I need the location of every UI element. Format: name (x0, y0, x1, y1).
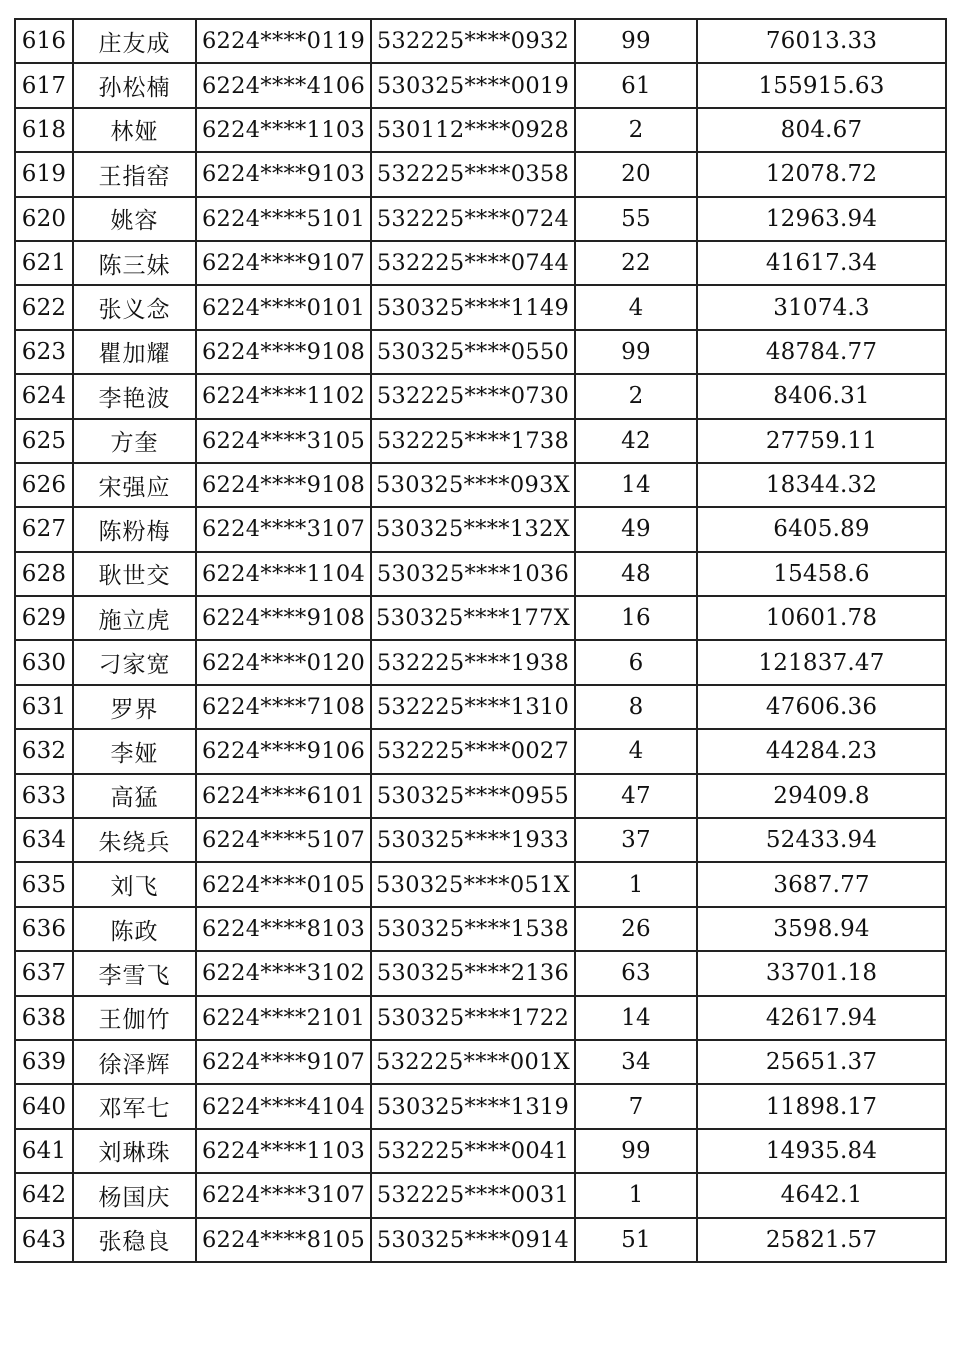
bank-card-cell: 6224****9107 (196, 241, 371, 285)
bank-card-cell: 6224****0105 (196, 862, 371, 906)
name-cell: 罗界 (73, 685, 196, 729)
row-number-cell: 643 (15, 1218, 73, 1262)
count-cell: 42 (575, 419, 697, 463)
table-row (15, 108, 946, 152)
bank-card-cell: 6224****3102 (196, 951, 371, 995)
id-number-cell: 530325****0550 (371, 330, 575, 374)
bank-card-cell: 6224****4106 (196, 63, 371, 107)
name-cell: 杨国庆 (73, 1173, 196, 1217)
row-number-cell: 631 (15, 685, 73, 729)
id-number-cell: 532225****0041 (371, 1129, 575, 1173)
table-row (15, 818, 946, 862)
name-cell: 瞿加耀 (73, 330, 196, 374)
table-row (15, 774, 946, 818)
count-cell: 99 (575, 1129, 697, 1173)
table-row (15, 729, 946, 773)
amount-cell: 33701.18 (697, 951, 946, 995)
id-number-cell: 530325****0955 (371, 774, 575, 818)
name-cell: 姚容 (73, 197, 196, 241)
count-cell: 2 (575, 374, 697, 418)
id-number-cell: 530325****1538 (371, 907, 575, 951)
amount-cell: 44284.23 (697, 729, 946, 773)
count-cell: 2 (575, 108, 697, 152)
id-number-cell: 530325****1722 (371, 996, 575, 1040)
name-cell: 李娅 (73, 729, 196, 773)
bank-card-cell: 6224****0120 (196, 640, 371, 684)
bank-card-cell: 6224****3105 (196, 419, 371, 463)
amount-cell: 804.67 (697, 108, 946, 152)
id-number-cell: 532225****0932 (371, 19, 575, 63)
amount-cell: 31074.3 (697, 285, 946, 329)
table-row (15, 1040, 946, 1084)
name-cell: 刘琳珠 (73, 1129, 196, 1173)
count-cell: 1 (575, 1173, 697, 1217)
count-cell: 14 (575, 463, 697, 507)
row-number-cell: 628 (15, 552, 73, 596)
name-cell: 邓军七 (73, 1084, 196, 1128)
amount-cell: 3687.77 (697, 862, 946, 906)
amount-cell: 41617.34 (697, 241, 946, 285)
row-number-cell: 620 (15, 197, 73, 241)
count-cell: 61 (575, 63, 697, 107)
row-number-cell: 634 (15, 818, 73, 862)
count-cell: 99 (575, 330, 697, 374)
name-cell: 朱绕兵 (73, 818, 196, 862)
bank-card-cell: 6224****1104 (196, 552, 371, 596)
count-cell: 6 (575, 640, 697, 684)
bank-card-cell: 6224****4104 (196, 1084, 371, 1128)
count-cell: 8 (575, 685, 697, 729)
name-cell: 徐泽辉 (73, 1040, 196, 1084)
amount-cell: 18344.32 (697, 463, 946, 507)
row-number-cell: 622 (15, 285, 73, 329)
table-row (15, 996, 946, 1040)
table-row (15, 330, 946, 374)
count-cell: 47 (575, 774, 697, 818)
row-number-cell: 638 (15, 996, 73, 1040)
count-cell: 4 (575, 285, 697, 329)
name-cell: 刘飞 (73, 862, 196, 906)
count-cell: 7 (575, 1084, 697, 1128)
row-number-cell: 624 (15, 374, 73, 418)
table-row (15, 1218, 946, 1262)
row-number-cell: 619 (15, 152, 73, 196)
name-cell: 李雪飞 (73, 951, 196, 995)
records-table-body (15, 19, 946, 1262)
id-number-cell: 532225****1738 (371, 419, 575, 463)
row-number-cell: 616 (15, 19, 73, 63)
count-cell: 34 (575, 1040, 697, 1084)
table-row (15, 19, 946, 63)
row-number-cell: 641 (15, 1129, 73, 1173)
bank-card-cell: 6224****8103 (196, 907, 371, 951)
row-number-cell: 639 (15, 1040, 73, 1084)
amount-cell: 155915.63 (697, 63, 946, 107)
amount-cell: 15458.6 (697, 552, 946, 596)
table-row (15, 374, 946, 418)
table-row (15, 152, 946, 196)
bank-card-cell: 6224****5101 (196, 197, 371, 241)
id-number-cell: 532225****1310 (371, 685, 575, 729)
bank-card-cell: 6224****1103 (196, 1129, 371, 1173)
table-row (15, 862, 946, 906)
amount-cell: 6405.89 (697, 507, 946, 551)
table-row (15, 1084, 946, 1128)
row-number-cell: 633 (15, 774, 73, 818)
amount-cell: 52433.94 (697, 818, 946, 862)
id-number-cell: 530325****1319 (371, 1084, 575, 1128)
row-number-cell: 640 (15, 1084, 73, 1128)
name-cell: 耿世交 (73, 552, 196, 596)
row-number-cell: 636 (15, 907, 73, 951)
table-row (15, 419, 946, 463)
table-row (15, 241, 946, 285)
amount-cell: 12963.94 (697, 197, 946, 241)
bank-card-cell: 6224****0101 (196, 285, 371, 329)
id-number-cell: 530325****0019 (371, 63, 575, 107)
table-row (15, 507, 946, 551)
row-number-cell: 626 (15, 463, 73, 507)
name-cell: 林娅 (73, 108, 196, 152)
row-number-cell: 617 (15, 63, 73, 107)
name-cell: 方奎 (73, 419, 196, 463)
name-cell: 王指窑 (73, 152, 196, 196)
bank-card-cell: 6224****2101 (196, 996, 371, 1040)
id-number-cell: 532225****001X (371, 1040, 575, 1084)
row-number-cell: 630 (15, 640, 73, 684)
id-number-cell: 532225****0724 (371, 197, 575, 241)
bank-card-cell: 6224****3107 (196, 1173, 371, 1217)
count-cell: 99 (575, 19, 697, 63)
amount-cell: 27759.11 (697, 419, 946, 463)
amount-cell: 14935.84 (697, 1129, 946, 1173)
name-cell: 张稳良 (73, 1218, 196, 1262)
table-row (15, 197, 946, 241)
amount-cell: 4642.1 (697, 1173, 946, 1217)
bank-card-cell: 6224****3107 (196, 507, 371, 551)
amount-cell: 47606.36 (697, 685, 946, 729)
amount-cell: 29409.8 (697, 774, 946, 818)
name-cell: 宋强应 (73, 463, 196, 507)
name-cell: 王伽竹 (73, 996, 196, 1040)
row-number-cell: 642 (15, 1173, 73, 1217)
amount-cell: 121837.47 (697, 640, 946, 684)
amount-cell: 48784.77 (697, 330, 946, 374)
name-cell: 陈政 (73, 907, 196, 951)
table-row (15, 640, 946, 684)
count-cell: 51 (575, 1218, 697, 1262)
name-cell: 陈粉梅 (73, 507, 196, 551)
id-number-cell: 530325****1149 (371, 285, 575, 329)
count-cell: 49 (575, 507, 697, 551)
id-number-cell: 530325****132X (371, 507, 575, 551)
amount-cell: 42617.94 (697, 996, 946, 1040)
count-cell: 4 (575, 729, 697, 773)
table-row (15, 1173, 946, 1217)
name-cell: 庄友成 (73, 19, 196, 63)
bank-card-cell: 6224****9106 (196, 729, 371, 773)
row-number-cell: 635 (15, 862, 73, 906)
row-number-cell: 625 (15, 419, 73, 463)
bank-card-cell: 6224****7108 (196, 685, 371, 729)
id-number-cell: 532225****0744 (371, 241, 575, 285)
amount-cell: 10601.78 (697, 596, 946, 640)
id-number-cell: 532225****1938 (371, 640, 575, 684)
name-cell: 陈三妹 (73, 241, 196, 285)
table-row (15, 463, 946, 507)
bank-card-cell: 6224****9107 (196, 1040, 371, 1084)
amount-cell: 8406.31 (697, 374, 946, 418)
amount-cell: 25821.57 (697, 1218, 946, 1262)
count-cell: 22 (575, 241, 697, 285)
row-number-cell: 632 (15, 729, 73, 773)
id-number-cell: 530112****0928 (371, 108, 575, 152)
id-number-cell: 532225****0027 (371, 729, 575, 773)
bank-card-cell: 6224****9108 (196, 463, 371, 507)
table-row (15, 685, 946, 729)
records-table (14, 18, 947, 1263)
bank-card-cell: 6224****1103 (196, 108, 371, 152)
bank-card-cell: 6224****1102 (196, 374, 371, 418)
bank-card-cell: 6224****9103 (196, 152, 371, 196)
count-cell: 26 (575, 907, 697, 951)
amount-cell: 3598.94 (697, 907, 946, 951)
bank-card-cell: 6224****6101 (196, 774, 371, 818)
row-number-cell: 623 (15, 330, 73, 374)
count-cell: 20 (575, 152, 697, 196)
id-number-cell: 532225****0730 (371, 374, 575, 418)
amount-cell: 25651.37 (697, 1040, 946, 1084)
table-row (15, 907, 946, 951)
name-cell: 刁家宽 (73, 640, 196, 684)
name-cell: 孙松楠 (73, 63, 196, 107)
id-number-cell: 530325****1933 (371, 818, 575, 862)
id-number-cell: 530325****093X (371, 463, 575, 507)
row-number-cell: 621 (15, 241, 73, 285)
bank-card-cell: 6224****0119 (196, 19, 371, 63)
row-number-cell: 618 (15, 108, 73, 152)
table-row (15, 552, 946, 596)
count-cell: 55 (575, 197, 697, 241)
name-cell: 张义念 (73, 285, 196, 329)
table-row (15, 596, 946, 640)
bank-card-cell: 6224****5107 (196, 818, 371, 862)
id-number-cell: 532225****0031 (371, 1173, 575, 1217)
bank-card-cell: 6224****8105 (196, 1218, 371, 1262)
name-cell: 李艳波 (73, 374, 196, 418)
bank-card-cell: 6224****9108 (196, 596, 371, 640)
id-number-cell: 530325****177X (371, 596, 575, 640)
count-cell: 14 (575, 996, 697, 1040)
table-row (15, 285, 946, 329)
count-cell: 48 (575, 552, 697, 596)
id-number-cell: 530325****0914 (371, 1218, 575, 1262)
id-number-cell: 530325****2136 (371, 951, 575, 995)
count-cell: 16 (575, 596, 697, 640)
amount-cell: 12078.72 (697, 152, 946, 196)
name-cell: 施立虎 (73, 596, 196, 640)
amount-cell: 11898.17 (697, 1084, 946, 1128)
count-cell: 37 (575, 818, 697, 862)
id-number-cell: 530325****051X (371, 862, 575, 906)
amount-cell: 76013.33 (697, 19, 946, 63)
name-cell: 高猛 (73, 774, 196, 818)
table-row (15, 63, 946, 107)
row-number-cell: 629 (15, 596, 73, 640)
row-number-cell: 627 (15, 507, 73, 551)
id-number-cell: 530325****1036 (371, 552, 575, 596)
bank-card-cell: 6224****9108 (196, 330, 371, 374)
count-cell: 63 (575, 951, 697, 995)
table-row (15, 1129, 946, 1173)
count-cell: 1 (575, 862, 697, 906)
row-number-cell: 637 (15, 951, 73, 995)
id-number-cell: 532225****0358 (371, 152, 575, 196)
table-row (15, 951, 946, 995)
